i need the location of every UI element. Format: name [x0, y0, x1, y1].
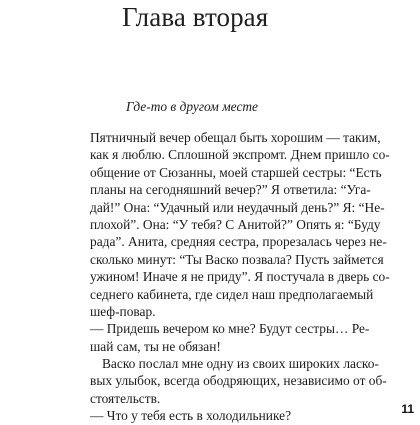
text-line: седнего кабинета, где сидел наш предполагаемый — [90, 286, 374, 302]
text-line: — Придешь вечером ко мне? Будут сестры… Ре- — [90, 321, 370, 337]
text-line: планы на сегодняшний вечер?” Я ответила: “Уга- — [90, 182, 371, 198]
text-line: рада”. Анита, средняя сестра, прорезалась через не- — [90, 234, 387, 250]
text-line: как я люблю. Сплошной экспромт. Днем пришло со- — [90, 147, 390, 163]
text-line: стоятельств. — [90, 390, 161, 406]
text-line: дай!” Она: “Удачный или неудачный день?” Я: “Не- — [90, 199, 385, 215]
text-line: ужином! Иначе я не приду”. Я постучала в дверь со- — [90, 269, 390, 285]
chapter-subtitle: Где-то в другом месте — [126, 99, 258, 114]
text-line: шеф-повар. — [90, 303, 156, 319]
page-number: 11 — [401, 402, 414, 416]
text-line: Васко послал мне одну из своих широких ласко- — [102, 356, 379, 372]
body-text — [90, 129, 410, 425]
chapter-title: Глава вторая — [122, 2, 269, 32]
text-line: общение от Сюзанны, моей старшей сестры: “Есть — [90, 164, 382, 180]
text-line: вых улыбок, всегда ободряющих, независимо от об- — [90, 373, 387, 389]
text-line: плохой”. Она: “У тебя? С Анитой?” Опять я: “Буду — [90, 216, 381, 232]
text-line: сколько минут: “Ты Васко позвала? Пусть займется — [90, 251, 384, 267]
text-line: Пятничный вечер обещал быть хорошим — таким, — [90, 130, 381, 145]
text-line: — Что у тебя есть в холодильнике? — [90, 408, 292, 424]
text-line: шай сам, ты не обязан! — [90, 338, 221, 354]
